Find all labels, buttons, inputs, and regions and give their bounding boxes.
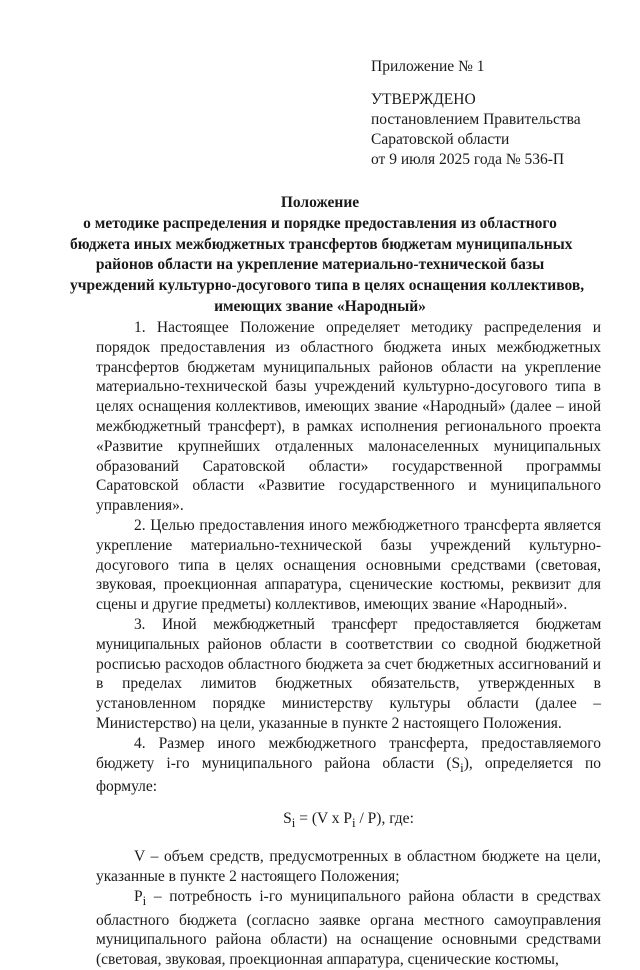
paragraph-3 xyxy=(96,615,601,734)
formula-s: S xyxy=(283,810,292,828)
paragraph-6-text: – потребность i-го муниципального района области в средствах областного бюджета (согласно заявке органа местного самоуправления муниципального района области) на оснащение основными средствами (световая, звуковая, проекционная аппаратура, сценические костюмы, xyxy=(96,887,601,969)
title-line-4: районов области на укрепление материально-технической базы xyxy=(95,256,545,274)
paragraph-2: 2. Целью предоставления иного межбюджетного трансферта является укрепление материально-технической базы учреждений культурно-досугового типа в целях оснащения основными средствами (световая, звуковая, проекционная аппаратура, сценические костюмы, реквизит для сцены и другие предметы) коллективов, имеющих звание «Народный». xyxy=(96,516,601,614)
formula-end: / P), где: xyxy=(355,810,414,828)
formula xyxy=(96,809,601,833)
title-line-5: учреждений культурно-досугового типа в целях оснащения коллективов, xyxy=(70,277,585,295)
formula-s-subscript: i xyxy=(291,815,296,831)
title-line-3: бюджета иных межбюджетных трансфертов бюджетам муниципальных xyxy=(70,235,573,253)
title-line-1: Положение xyxy=(280,194,360,211)
subscript: i xyxy=(460,759,464,775)
formula-middle: = (V x P xyxy=(295,810,353,828)
approved-label: УТВЕРЖДЕНО xyxy=(371,91,476,108)
formula-p-subscript: i xyxy=(352,815,356,831)
paragraph-4-text: 4. Размер иного межбюджетного трансферта, предоставляемого бюджету i-го муниципального района области (S xyxy=(96,734,601,772)
paragraph-1: 1. Настоящее Положение определяет методику распределения и порядок предоставления из областного бюджета иных межбюджетных трансфертов бюджетам муниципальных районов области на укрепление материально-технической базы учреждений культурно-досугового типа в целях оснащения коллективов, имеющих звание «Народный» (далее – иной межбюджетный трансферт), в рамках исполнения регионального проекта «Развитие крупнейших отдаленных малонаселенных муниципальных образований Саратовской области» государственной программы Саратовской области «Развитие государственного и муниципального управления». xyxy=(96,319,601,515)
approval-line-2: Саратовской области xyxy=(371,131,510,148)
approval-line-3: от 9 июля 2025 года № 536-П xyxy=(371,151,565,168)
document-body xyxy=(96,318,601,970)
paragraph-3-rest: районов области в соответствии со сводной бюджетной росписью расходов областного бюджета за счет бюджетных ассигнований и в пределах лимитов бюджетных обязательств, утвержденных в установленном порядке министерству культуры области (далее – Министерство) на цели, указанные в пункте 2 настоящего Положения. xyxy=(96,635,601,732)
approval-line-1: постановлением Правительства xyxy=(371,111,581,128)
document-title xyxy=(70,193,585,318)
appendix-label: Приложение № 1 xyxy=(371,58,485,75)
approval-header xyxy=(371,57,621,170)
variable-p: P xyxy=(134,887,143,905)
paragraph-6 xyxy=(96,887,601,970)
variable-p-subscript: i xyxy=(142,892,147,908)
title-line-6: имеющих звание «Народный» xyxy=(214,297,426,315)
paragraph-4-text-end: ), определяется по формуле: xyxy=(96,754,601,796)
paragraph-4 xyxy=(96,734,601,797)
paragraph-5: V – объем средств, предусмотренных в областном бюджете на цели, указанные в пункте 2 настоящего Положения; xyxy=(96,848,601,885)
paragraph-3-first-line: 3. Иной межбюджетный трансферт предоставляется бюджетам муниципальных xyxy=(96,615,601,653)
title-line-2: о методике распределения и порядке предоставления из областного xyxy=(83,214,557,232)
